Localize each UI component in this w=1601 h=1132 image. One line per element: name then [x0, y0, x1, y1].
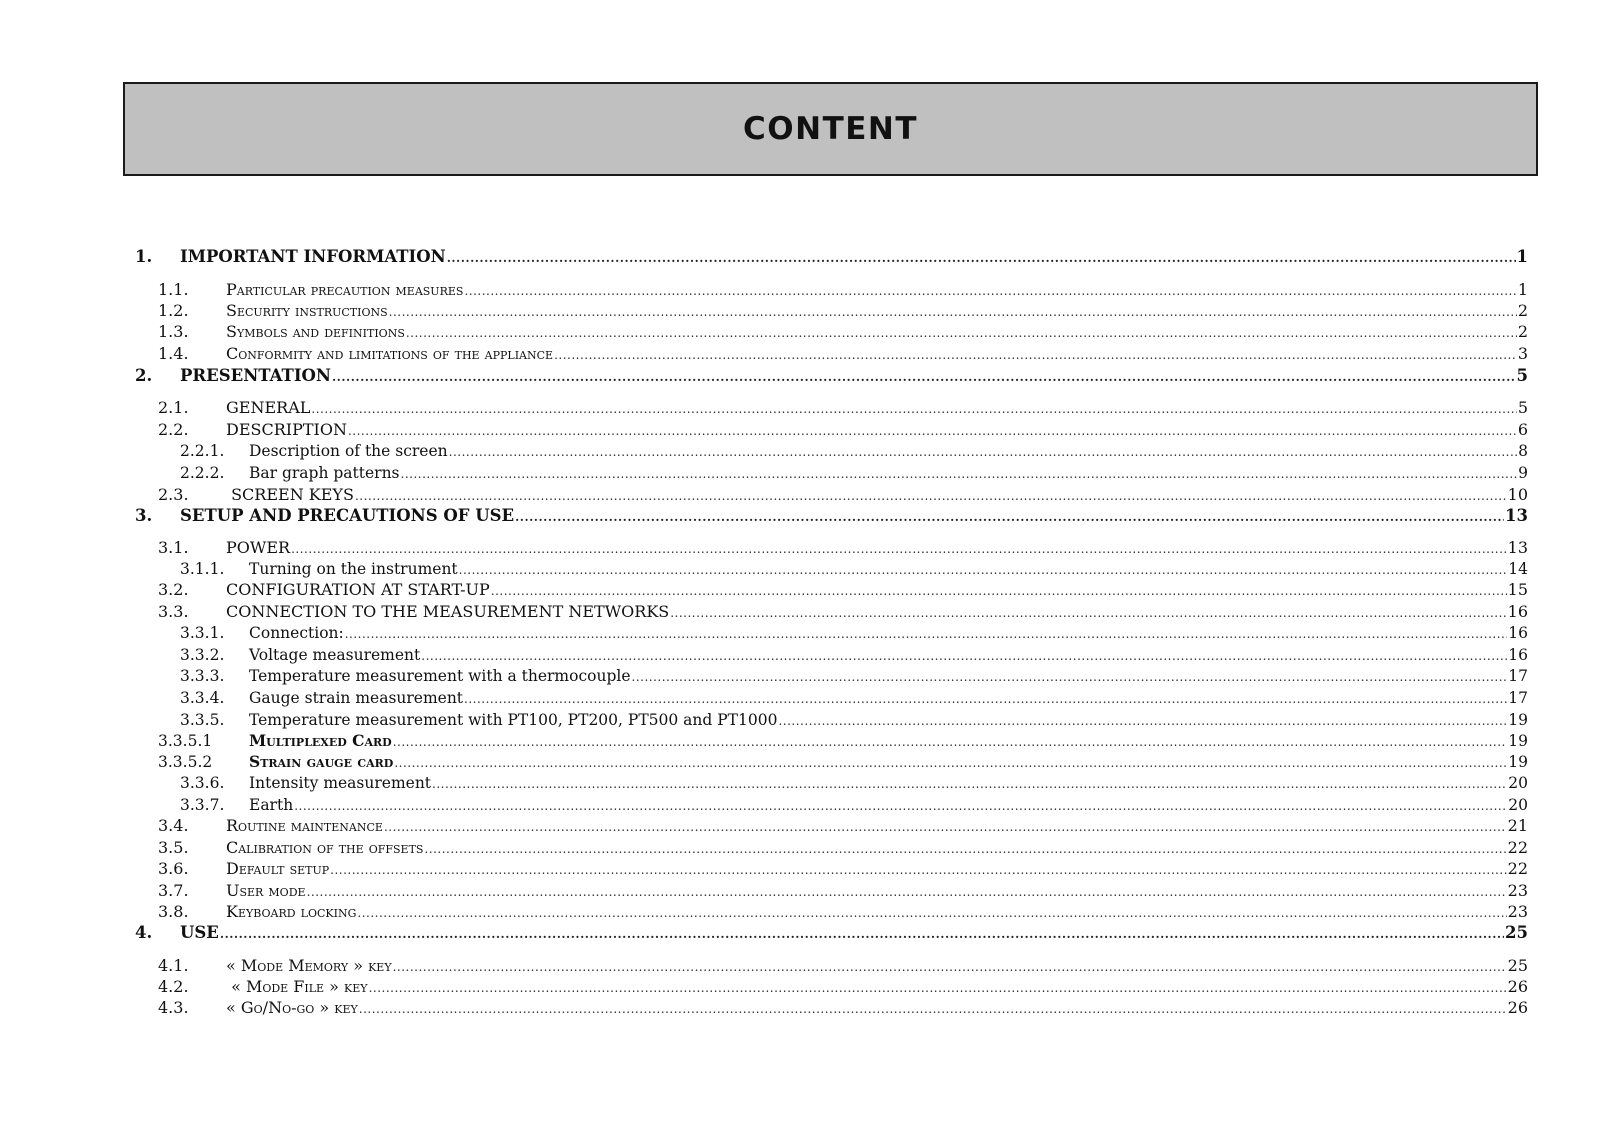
toc-page-number: 5: [1516, 366, 1528, 385]
dot-leader: [394, 752, 1507, 774]
toc-entry-3-1[interactable]: [0, 537, 1601, 559]
toc-label: Conformity and limitations of the appliance: [226, 344, 554, 363]
toc-entry-line: [249, 687, 1528, 710]
toc-label: Bar graph patterns: [249, 464, 400, 482]
toc-label: Voltage measurement: [249, 646, 421, 664]
toc-label: Gauge strain measurement: [249, 689, 464, 707]
toc-entry-3-5[interactable]: [0, 837, 1601, 859]
toc-entry-line: [226, 300, 1528, 323]
toc-page-number: 1: [1516, 247, 1528, 266]
toc-label: Temperature measurement with PT100, PT200, PT500 and PT1000: [249, 711, 778, 729]
toc-entry-line: [249, 730, 1528, 753]
toc-page-number: 16: [1508, 624, 1528, 642]
toc-entry-2-2[interactable]: [0, 419, 1601, 441]
toc-entry-3-7[interactable]: [0, 880, 1601, 902]
toc-number: 4.1.: [158, 956, 189, 975]
toc-label: Strain gauge card: [249, 752, 394, 771]
toc-entry-line: [249, 794, 1528, 817]
toc-label: PRESENTATION: [180, 366, 331, 385]
page-title: CONTENT: [743, 111, 918, 147]
dot-leader: [393, 956, 1507, 978]
toc-entry-3-3-3[interactable]: [0, 665, 1601, 687]
toc-number: 3.7.: [158, 881, 189, 900]
toc-label: Calibration of the offsets: [226, 838, 424, 857]
toc-entry-line: [180, 922, 1528, 945]
toc-entry-3-1-1[interactable]: [0, 558, 1601, 580]
toc-number: 1.1.: [158, 280, 189, 299]
toc-number: 3.2.: [158, 580, 189, 599]
toc-label: Security instructions: [226, 301, 388, 320]
toc-page-number: 13: [1507, 538, 1528, 557]
toc-number: 2.2.2.: [180, 464, 225, 482]
toc-entry-line: [226, 419, 1528, 442]
toc-entry-line: [226, 976, 1528, 999]
toc-entry-3-3[interactable]: [0, 601, 1601, 623]
toc-page-number: 19: [1508, 711, 1528, 729]
toc-page-number: 19: [1508, 732, 1528, 750]
toc-number: 3.3.: [158, 602, 189, 621]
toc-entry-line: [226, 858, 1528, 881]
toc-page-number: 17: [1508, 667, 1528, 685]
toc-number: 2.2.1.: [180, 442, 225, 460]
toc-number: 4.3.: [158, 998, 189, 1017]
dot-leader: [554, 344, 1517, 366]
toc-entry-1-1[interactable]: [0, 279, 1601, 301]
toc-entry-2-2-2[interactable]: [0, 462, 1601, 484]
toc-entry-line: [180, 505, 1528, 528]
toc-page-number: 25: [1507, 956, 1528, 975]
toc-number: 1.3.: [158, 322, 189, 341]
toc-number: 2.: [135, 366, 153, 385]
dot-leader: [359, 998, 1507, 1020]
toc-entry-1-3[interactable]: [0, 321, 1601, 343]
toc-label: POWER: [226, 538, 291, 557]
toc-number: 3.8.: [158, 902, 189, 921]
toc-entry-line: [226, 579, 1528, 602]
toc-page-number: 17: [1508, 689, 1528, 707]
dot-leader: [449, 441, 1517, 463]
toc-label: Keyboard locking: [226, 902, 357, 921]
toc-label: Earth: [249, 796, 294, 814]
toc-entry-line: [226, 321, 1528, 344]
toc-number: 3.1.1.: [180, 560, 225, 578]
toc-entry-3-4[interactable]: [0, 815, 1601, 837]
toc-number: 1.2.: [158, 301, 189, 320]
dot-leader: [447, 247, 1516, 269]
toc-label: Default setup: [226, 859, 330, 878]
toc-entry-1[interactable]: [0, 246, 1601, 268]
toc-page-number: 26: [1507, 977, 1528, 996]
content-title-box: [123, 82, 1538, 176]
dot-leader: [491, 580, 1507, 602]
toc-entry-line: [180, 365, 1528, 388]
dot-leader: [330, 859, 1506, 881]
dot-leader: [670, 602, 1506, 624]
dot-leader: [459, 559, 1508, 581]
toc-entry-line: [249, 751, 1528, 774]
toc-entry-2[interactable]: [0, 365, 1601, 387]
toc-number: 1.: [135, 247, 153, 266]
toc-page-number: 3: [1517, 344, 1528, 363]
dot-leader: [332, 366, 1516, 388]
toc-page-number: 10: [1507, 485, 1528, 504]
toc-number: 3.3.2.: [180, 646, 225, 664]
toc-label: Temperature measurement with a thermocouple: [249, 667, 631, 685]
toc-entry-3-3-6[interactable]: [0, 772, 1601, 794]
toc-entry-line: [226, 837, 1528, 860]
toc-entry-line: [249, 558, 1528, 581]
dot-leader: [291, 538, 1507, 560]
toc-entry-4[interactable]: [0, 922, 1601, 944]
toc-number: 3.3.5.1: [158, 732, 213, 750]
toc-entry-line: [249, 644, 1528, 667]
toc-page-number: 5: [1517, 398, 1528, 417]
toc-entry-line: [249, 440, 1528, 463]
toc-entry-line: [226, 484, 1528, 507]
toc-label: Multiplexed Card: [249, 731, 392, 750]
toc-entry-4-3[interactable]: [0, 997, 1601, 1019]
toc-label: User mode: [226, 881, 306, 900]
toc-page-number: 14: [1508, 560, 1528, 578]
toc-page-number: 19: [1508, 753, 1528, 771]
toc-number: 3.3.5.: [180, 711, 225, 729]
toc-page-number: 6: [1517, 420, 1528, 439]
toc-number: 3.5.: [158, 838, 189, 857]
dot-leader: [778, 710, 1507, 732]
toc-entry-line: [249, 462, 1528, 485]
toc-page-number: 20: [1508, 774, 1528, 792]
dot-leader: [389, 301, 1517, 323]
dot-leader: [401, 463, 1518, 485]
toc-entry-3-8[interactable]: [0, 901, 1601, 923]
toc-number: 3.1.: [158, 538, 189, 557]
toc-number: 2.1.: [158, 398, 189, 417]
toc-entry-line: [226, 397, 1528, 420]
toc-entry-3[interactable]: [0, 505, 1601, 527]
dot-leader: [393, 731, 1508, 753]
toc-page-number: 26: [1507, 998, 1528, 1017]
toc-entry-3-3-7[interactable]: [0, 794, 1601, 816]
toc-label: CONFIGURATION AT START-UP: [226, 580, 490, 599]
toc-page-number: 25: [1505, 923, 1528, 942]
toc-entry-line: [226, 537, 1528, 560]
toc-entry-line: [226, 279, 1528, 302]
toc-entry-line: [226, 997, 1528, 1020]
toc-page-number: 21: [1507, 816, 1528, 835]
dot-leader: [311, 398, 1516, 420]
toc-number: 3.3.3.: [180, 667, 225, 685]
toc-number: 3.6.: [158, 859, 189, 878]
toc-label: IMPORTANT INFORMATION: [180, 247, 446, 266]
toc-entry-2-3[interactable]: [0, 484, 1601, 506]
dot-leader: [357, 902, 1506, 924]
toc-page-number: 8: [1518, 442, 1528, 460]
dot-leader: [432, 773, 1507, 795]
toc-page-number: 1: [1517, 280, 1528, 299]
toc-label: « Mode Memory » key: [226, 956, 392, 975]
toc-number: 3.3.4.: [180, 689, 225, 707]
dot-leader: [464, 280, 1516, 302]
toc-label: Description of the screen: [249, 442, 448, 460]
toc-label: Routine maintenance: [226, 816, 383, 835]
toc-entry-3-2[interactable]: [0, 579, 1601, 601]
toc-entry-line: [226, 901, 1528, 924]
toc-entry-2-1[interactable]: [0, 397, 1601, 419]
toc-entry-line: [249, 772, 1528, 795]
toc-entry-line: [249, 665, 1528, 688]
dot-leader: [515, 506, 1504, 528]
toc-page-number: 22: [1507, 859, 1528, 878]
toc-number: 3.3.1.: [180, 624, 225, 642]
dot-leader: [406, 322, 1517, 344]
dot-leader: [294, 795, 1507, 817]
toc-page-number: 15: [1507, 580, 1528, 599]
dot-leader: [307, 881, 1507, 903]
toc-entry-line: [226, 880, 1528, 903]
toc-page-number: 13: [1505, 506, 1528, 525]
toc-entry-line: [226, 815, 1528, 838]
toc-entry-1-4[interactable]: [0, 343, 1601, 365]
toc-label: Connection:: [249, 624, 344, 642]
toc-label: GENERAL: [226, 398, 311, 417]
toc-number: 4.: [135, 923, 153, 942]
toc-label: Particular precaution measures: [226, 280, 464, 299]
dot-leader: [345, 623, 1508, 645]
toc-entry-2-2-1[interactable]: [0, 440, 1601, 462]
toc-entry-3-3-5-2[interactable]: [0, 751, 1601, 773]
toc-entry-line: [249, 709, 1528, 732]
toc-entry-1-2[interactable]: [0, 300, 1601, 322]
dot-leader: [421, 645, 1507, 667]
toc-label: Intensity measurement: [249, 774, 432, 792]
toc-number: 2.2.: [158, 420, 189, 439]
toc-entry-3-3-4[interactable]: [0, 687, 1601, 709]
toc-page-number: 16: [1507, 602, 1528, 621]
dot-leader: [424, 838, 1506, 860]
toc-page-number: 22: [1507, 838, 1528, 857]
toc-page-number: 2: [1517, 301, 1528, 320]
toc-entry-line: [226, 601, 1528, 624]
toc-label: CONNECTION TO THE MEASUREMENT NETWORKS: [226, 602, 670, 621]
toc-label: USE: [180, 923, 219, 942]
toc-entry-3-3-5[interactable]: [0, 709, 1601, 731]
toc-page-number: 16: [1508, 646, 1528, 664]
dot-leader: [632, 666, 1508, 688]
dot-leader: [464, 688, 1507, 710]
toc-page-number: 23: [1507, 902, 1528, 921]
toc-entry-line: [226, 955, 1528, 978]
toc-entry-3-6[interactable]: [0, 858, 1601, 880]
toc-entry-line: [249, 622, 1528, 645]
toc-label: « Mode File » key: [226, 977, 368, 996]
toc-label: « Go/No-go » key: [226, 998, 358, 1017]
toc-label: SCREEN KEYS: [226, 485, 354, 504]
dot-leader: [369, 977, 1507, 999]
toc-number: 1.4.: [158, 344, 189, 363]
toc-entry-4-2[interactable]: [0, 976, 1601, 998]
toc-label: DESCRIPTION: [226, 420, 347, 439]
dot-leader: [355, 485, 1507, 507]
toc-entry-3-3-1[interactable]: [0, 622, 1601, 644]
toc-entry-line: [180, 246, 1528, 269]
toc-label: Symbols and definitions: [226, 322, 405, 341]
toc-page-number: 23: [1507, 881, 1528, 900]
toc-number: 3.3.5.2: [158, 753, 213, 771]
dot-leader: [348, 420, 1517, 442]
toc-label: SETUP AND PRECAUTIONS OF USE: [180, 506, 515, 525]
dot-leader: [220, 923, 1504, 945]
toc-page-number: 9: [1518, 464, 1528, 482]
toc-entry-3-3-5-1[interactable]: [0, 730, 1601, 752]
toc-number: 4.2.: [158, 977, 189, 996]
toc-entry-3-3-2[interactable]: [0, 644, 1601, 666]
toc-number: 2.3.: [158, 485, 189, 504]
toc-entry-line: [226, 343, 1528, 366]
toc-page-number: 20: [1508, 796, 1528, 814]
toc-number: 3.3.7.: [180, 796, 225, 814]
toc-number: 3.4.: [158, 816, 189, 835]
toc-number: 3.3.6.: [180, 774, 225, 792]
toc-entry-4-1[interactable]: [0, 955, 1601, 977]
toc-label: Turning on the instrument: [249, 560, 458, 578]
dot-leader: [384, 816, 1507, 838]
toc-number: 3.: [135, 506, 153, 525]
toc-page-number: 2: [1517, 322, 1528, 341]
